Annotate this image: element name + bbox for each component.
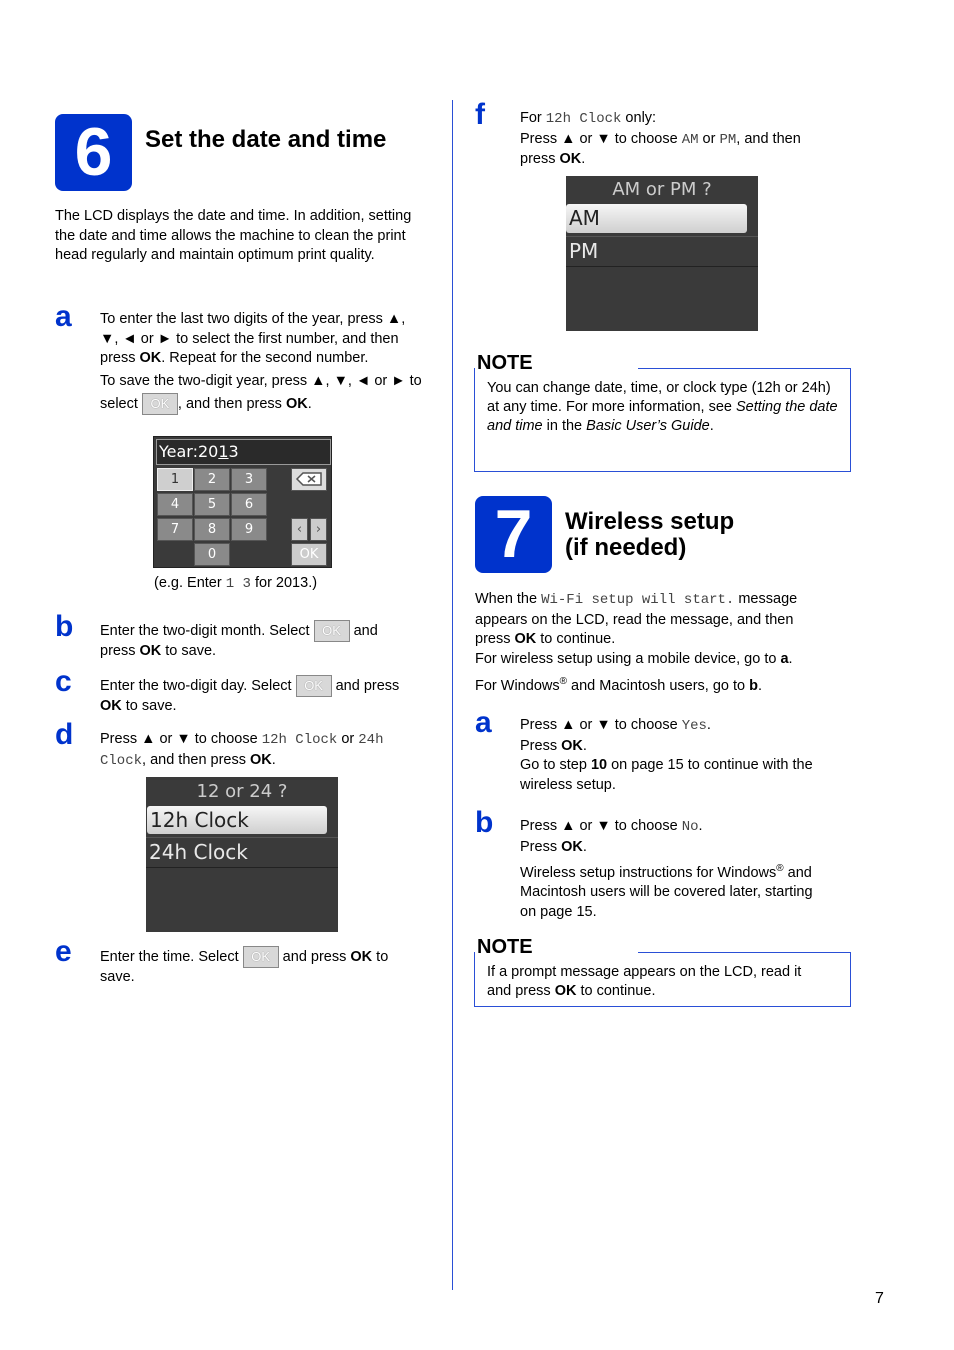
note-2-text: If a prompt message appears on the LCD, read it and press OK to continue. <box>487 964 802 999</box>
ok-button-icon: OK <box>314 620 350 642</box>
step-6d-letter: d <box>55 718 74 751</box>
step-6f-letter: f <box>475 98 485 131</box>
step-6e-text: Enter the time. Select OK and press OK to save. <box>100 946 440 988</box>
key-4[interactable]: 4 <box>157 493 193 516</box>
key-6[interactable]: 6 <box>231 493 267 516</box>
clock-lcd-title: 12 or 24 ? <box>196 781 288 802</box>
key-9[interactable]: 9 <box>231 518 267 541</box>
step-6b-letter: b <box>55 610 74 643</box>
ampm-option-am[interactable]: AM <box>566 204 747 233</box>
step-7b-letter: b <box>475 806 494 839</box>
step-6-title: Set the date and time <box>145 126 387 153</box>
backspace-key[interactable] <box>291 468 327 491</box>
backspace-icon <box>294 471 324 487</box>
step-6-intro: The LCD displays the date and time. In addition, setting the date and time allows the machine to clean the print head regularly and maintain optimum print quality. <box>55 208 412 263</box>
ampm-option-pm[interactable]: PM <box>566 236 758 267</box>
year-keypad-lcd <box>153 436 332 568</box>
link-step-b[interactable]: b <box>749 677 758 694</box>
note-2-box <box>474 952 851 1007</box>
step-7a-letter: a <box>475 706 492 739</box>
key-5[interactable]: 5 <box>194 493 230 516</box>
clock-option-24h[interactable]: 24h Clock <box>146 837 338 868</box>
column-divider <box>452 100 453 1290</box>
year-example-caption: (e.g. Enter 1 3 for 2013.) <box>154 575 318 592</box>
ampm-lcd-title: AM or PM ? <box>612 179 712 200</box>
step-6b-text: Enter the two-digit month. Select OK and press OK to save. <box>100 620 440 662</box>
step-6f-text: For 12h Clock only: Press ▲ or ▼ to choose AM or PM, and then press OK. <box>520 110 801 167</box>
key-1[interactable]: 1 <box>157 468 193 491</box>
step-7-title: Wireless setup (if needed) <box>565 508 735 561</box>
year-display: Year:2013 <box>156 439 331 465</box>
step-7a-text: Press ▲ or ▼ to choose Yes. Press OK. Go to step 10 on page 15 to continue with the wireless setup. <box>520 717 813 793</box>
key-3[interactable]: 3 <box>231 468 267 491</box>
right-arrow-key[interactable]: › <box>310 518 327 541</box>
step-6a-letter: a <box>55 300 72 333</box>
note-1-title: NOTE <box>477 352 533 374</box>
note-1-box <box>474 368 851 472</box>
left-arrow-key[interactable]: ‹ <box>291 518 308 541</box>
step-6d-text: Press ▲ or ▼ to choose 12h Clock or 24h Clock, and then press OK. <box>100 731 384 769</box>
ok-button-icon: OK <box>243 946 279 968</box>
step-6e-letter: e <box>55 935 72 968</box>
key-0[interactable]: 0 <box>194 543 230 566</box>
clock-type-lcd <box>146 777 338 932</box>
step-6-number-badge: 6 <box>55 114 132 191</box>
key-8[interactable]: 8 <box>194 518 230 541</box>
ok-button-icon: OK <box>296 675 332 697</box>
step-6c-text: Enter the two-digit day. Select OK and press OK to save. <box>100 675 440 717</box>
clock-option-12h[interactable]: 12h Clock <box>147 806 327 834</box>
lcd-ok-key[interactable]: OK <box>291 543 327 566</box>
link-step-a[interactable]: a <box>780 650 789 667</box>
step-7b-text: Press ▲ or ▼ to choose No. Press OK. Wireless setup instructions for Windows® and Macintosh users will be covered later, starting on page 15. <box>520 818 813 920</box>
step-6a-text: To enter the last two digits of the year, press ▲, ▼, ◄ or ► to select the first number, and then press OK. Repeat for the second number. To save the two-digit year, press ▲, ▼, ◄ or ► to select OK , and then press OK. <box>100 310 440 415</box>
am-pm-lcd <box>566 176 758 331</box>
note-2-title: NOTE <box>477 936 533 958</box>
ok-button-icon: OK <box>142 393 178 415</box>
step-7-intro: When the Wi-Fi setup will start. message appears on the LCD, read the message, and then press OK to continue. For wireless setup using a mobile device, go to a. For Windows® and Macintosh users, go to b. <box>475 591 798 694</box>
key-7[interactable]: 7 <box>157 518 193 541</box>
page-number: 7 <box>875 1290 884 1307</box>
step-7-number-badge: 7 <box>475 496 552 573</box>
note-1-text: You can change date, time, or clock type (12h or 24h) at any time. For more information, see Setting the date and time in the Basic User’s Guide. <box>487 380 838 434</box>
step-6c-letter: c <box>55 665 72 698</box>
key-2[interactable]: 2 <box>194 468 230 491</box>
